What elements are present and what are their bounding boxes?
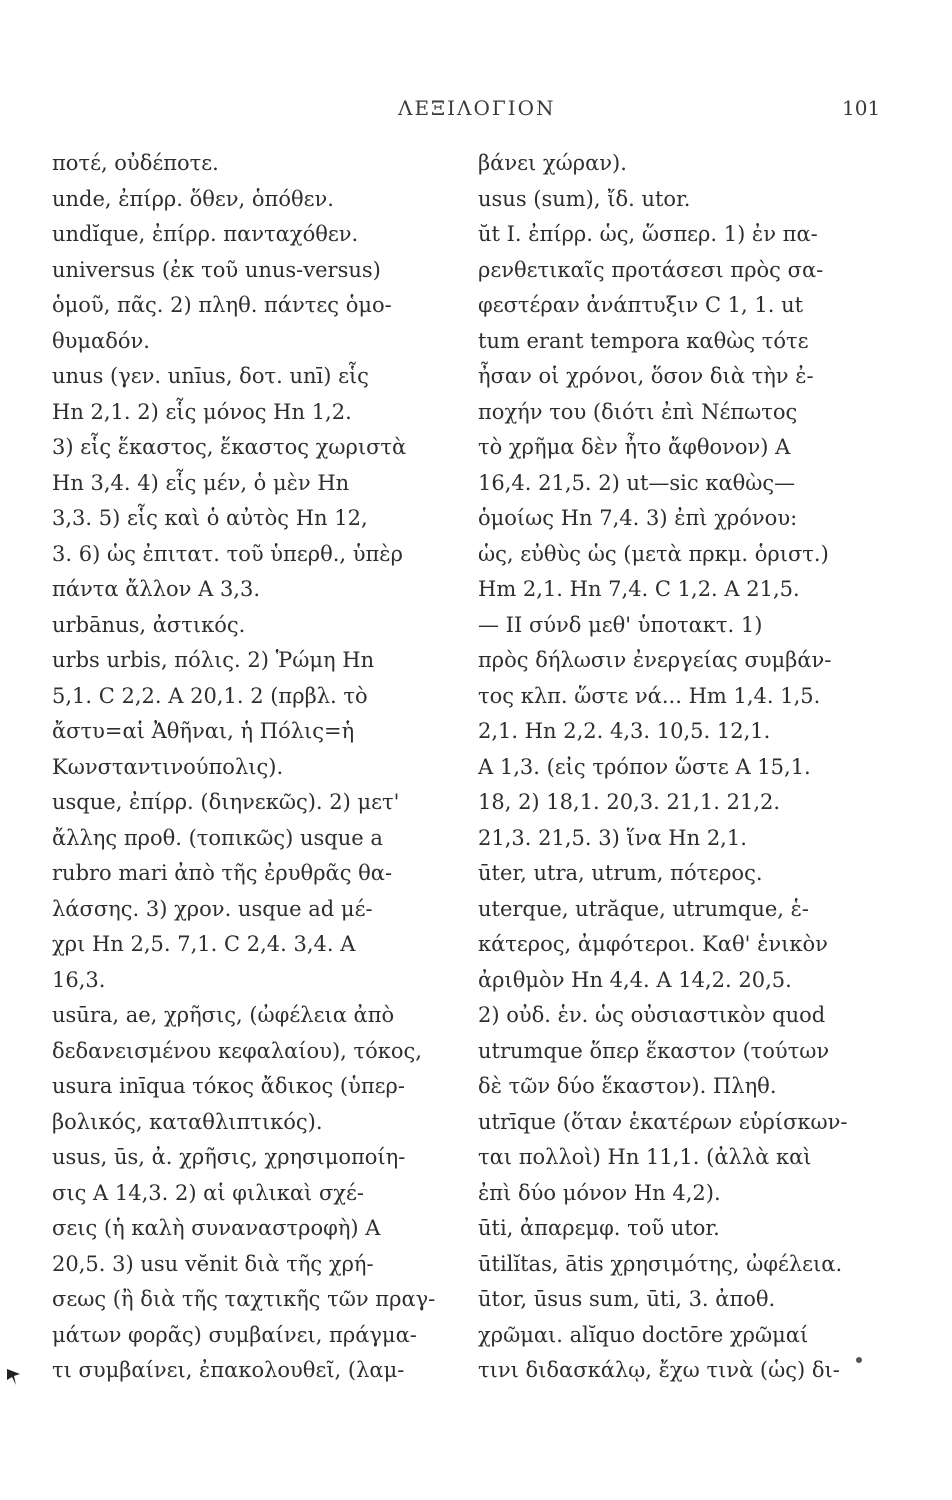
entry-line: φεστέραν ἀνάπτυξιν C 1, 1. ut xyxy=(478,293,804,317)
entry-line: Hn 3,4. 4) εἷς μέν, ὁ μὲν Hn xyxy=(52,470,350,495)
entry-line: ἀριθμὸν Hn 4,4. A 14,2. 20,5. xyxy=(478,967,792,992)
entry-line: urbs urbis, πόλις. 2) Ῥώμη Hn xyxy=(52,648,375,672)
entry-line: 21,3. 21,5. 3) ἵνα Hn 2,1. xyxy=(478,825,747,850)
entry-line: θυμαδόν. xyxy=(52,328,150,353)
entry-line: ŭt I. ἐπίρρ. ὡς, ὥσπερ. 1) ἐν πα- xyxy=(478,222,818,246)
entry-line: τινι διδασκάλῳ, ἔχω τινὰ (ὡς) δι- xyxy=(478,1358,840,1382)
entry-line: Hm 2,1. Hn 7,4. C 1,2. A 21,5. xyxy=(478,577,800,601)
left-column xyxy=(52,146,452,1389)
entry-line: ūter, utra, utrum, πότερος. xyxy=(478,861,763,885)
printer-mark-icon xyxy=(4,1366,26,1388)
entry-line: λάσσης. 3) χρον. usque ad μέ- xyxy=(52,896,373,921)
entry-line: 16,3. xyxy=(52,967,106,992)
entry-line: ὁμοίως Hn 7,4. 3) ἐπὶ χρόνου: xyxy=(478,506,798,530)
entry-line: usque, ἐπίρρ. (διηνεκῶς). 2) μετ' xyxy=(52,790,400,814)
entry-line: ūtor, ūsus sum, ūti, 3. ἀποθ. xyxy=(478,1287,776,1311)
entry-line: χρι Hn 2,5. 7,1. C 2,4. 3,4. A xyxy=(52,932,356,956)
ink-speck xyxy=(856,1357,862,1363)
entry-line: utrumque ὅπερ ἕκαστον (τούτων xyxy=(478,1038,830,1063)
entry-line: 20,5. 3) usu vĕnit διὰ τῆς χρή- xyxy=(52,1251,374,1276)
entry-line: σεις (ἡ καλὴ συναναστροφὴ) A xyxy=(52,1216,381,1240)
entry-line: undĭque, ἐπίρρ. πανταχόθεν. xyxy=(52,222,359,246)
entry-line: A 1,3. (εἰς τρόπον ὥστε A 15,1. xyxy=(478,754,811,779)
entry-line: ὁμοῦ, πᾶς. 2) πληθ. πάντες ὁμο- xyxy=(52,293,392,317)
entry-line: usūra, ae, χρῆσις, (ὠφέλεια ἀπὸ xyxy=(52,1003,395,1027)
entry-line: — II σύνδ μεθ' ὑποτακτ. 1) xyxy=(478,612,763,637)
entry-line: δὲ τῶν δύο ἕκαστον). Πληθ. xyxy=(478,1074,777,1098)
entry-line: ὡς, εὐθὺς ὡς (μετὰ πρκμ. ὁριστ.) xyxy=(478,541,829,566)
entry-line: rubro mari ἀπὸ τῆς ἐρυθρᾶς θα- xyxy=(52,861,393,885)
entry-line: μάτων φορᾶς) συμβαίνει, πράγμα- xyxy=(52,1322,417,1347)
entry-line: πάντα ἄλλον A 3,3. xyxy=(52,577,261,601)
entry-line: 3. 6) ὡς ἐπιτατ. τοῦ ὑπερθ., ὑπὲρ xyxy=(52,541,403,566)
entry-line: 3) εἷς ἕκαστος, ἕκαστος χωριστὰ xyxy=(52,435,407,459)
entry-line: βολικός, καταθλιπτικός). xyxy=(52,1109,323,1134)
entry-line: ρενθετικαῖς προτάσεσι πρὸς σα- xyxy=(478,257,824,282)
entry-line: τος κλπ. ὥστε νά... Hm 1,4. 1,5. xyxy=(478,683,821,708)
entry-line: πρὸς δήλωσιν ἐνεργείας συμβάν- xyxy=(478,648,832,672)
right-column xyxy=(478,146,878,1389)
entry-line: unde, ἐπίρρ. ὅθεν, ὁπόθεν. xyxy=(52,186,334,211)
entry-line: ποχήν του (διότι ἐπὶ Νέπωτος xyxy=(478,399,798,424)
entry-line: ūti, ἀπαρεμφ. τοῦ utor. xyxy=(478,1216,720,1240)
entry-line: ἄστυ=αἱ Ἀθῆναι, ἡ Πόλις=ἡ xyxy=(52,719,355,743)
running-head xyxy=(0,92,952,122)
entry-line: utrīque (ὅταν ἑκατέρων εὑρίσκων- xyxy=(478,1109,848,1134)
entry-line: ἄλλης προθ. (τοπικῶς) usque a xyxy=(52,825,383,850)
entry-line: 3,3. 5) εἷς καὶ ὁ αὐτὸς Hn 12, xyxy=(52,506,368,530)
entry-line: ἦσαν οἱ χρόνοι, ὅσον διὰ τὴν ἐ- xyxy=(478,364,814,388)
entry-line: unus (γεν. unīus, δοτ. unī) εἷς xyxy=(52,364,369,388)
entry-line: urbānus, ἀστικός. xyxy=(52,612,246,637)
running-title: ΛΕΞΙΛΟΓΙΟΝ xyxy=(398,96,556,120)
entry-line: σεως (ἢ διὰ τῆς ταχτικῆς τῶν πραγ- xyxy=(52,1287,436,1311)
entry-line: Κωνσταντινούπολις). xyxy=(52,754,284,779)
entry-line: 5,1. C 2,2. A 20,1. 2 (πρβλ. τὸ xyxy=(52,683,368,708)
entry-line: ποτέ, οὐδέποτε. xyxy=(52,151,219,175)
entry-line: ἐπὶ δύο μόνον Hn 4,2). xyxy=(478,1180,721,1205)
entry-line: 2) οὐδ. ἑν. ὡς οὐσιαστικὸν quod xyxy=(478,1003,826,1027)
entry-line: uterque, utrăque, utrumque, ἑ- xyxy=(478,896,809,921)
entry-line: ται πολλοὶ) Hn 11,1. (ἀλλὰ καὶ xyxy=(478,1145,812,1169)
entry-line: usura inīqua τόκος ἄδικος (ὑπερ- xyxy=(52,1074,405,1098)
entry-line: δεδανεισμένου κεφαλαίου), τόκος, xyxy=(52,1038,422,1063)
entry-line: ūtilĭtas, ātis χρησιμότης, ὠφέλεια. xyxy=(478,1251,843,1276)
entry-line: Hn 2,1. 2) εἷς μόνος Hn 1,2. xyxy=(52,399,352,424)
entry-line: tum erant tempora καθὼς τότε xyxy=(478,328,809,353)
entry-line: τὸ χρῆμα δὲν ἦτο ἄφθονον) A xyxy=(478,435,791,459)
entry-line: 2,1. Hn 2,2. 4,3. 10,5. 12,1. xyxy=(478,719,771,743)
entry-line: 18, 2) 18,1. 20,3. 21,1. 21,2. xyxy=(478,790,781,814)
entry-line: βάνει χώραν). xyxy=(478,151,627,175)
page-number: 101 xyxy=(842,96,881,120)
entry-line: usus (sum), ἴδ. utor. xyxy=(478,186,691,211)
entry-line: τι συμβαίνει, ἐπακολουθεῖ, (λαμ- xyxy=(52,1358,405,1382)
entry-line: σις A 14,3. 2) αἱ φιλικαὶ σχέ- xyxy=(52,1180,365,1205)
entry-line: 16,4. 21,5. 2) ut—sic καθὼς— xyxy=(478,470,796,495)
entry-line: χρῶμαι. alĭquo doctōre χρῶμαί xyxy=(478,1322,809,1347)
entry-line: κάτερος, ἀμφότεροι. Καθ' ἑνικὸν xyxy=(478,932,828,956)
entry-line: usus, ūs, ἀ. χρῆσις, χρησιμοποίη- xyxy=(52,1145,406,1169)
entry-line: universus (ἐκ τοῦ unus-versus) xyxy=(52,257,381,282)
